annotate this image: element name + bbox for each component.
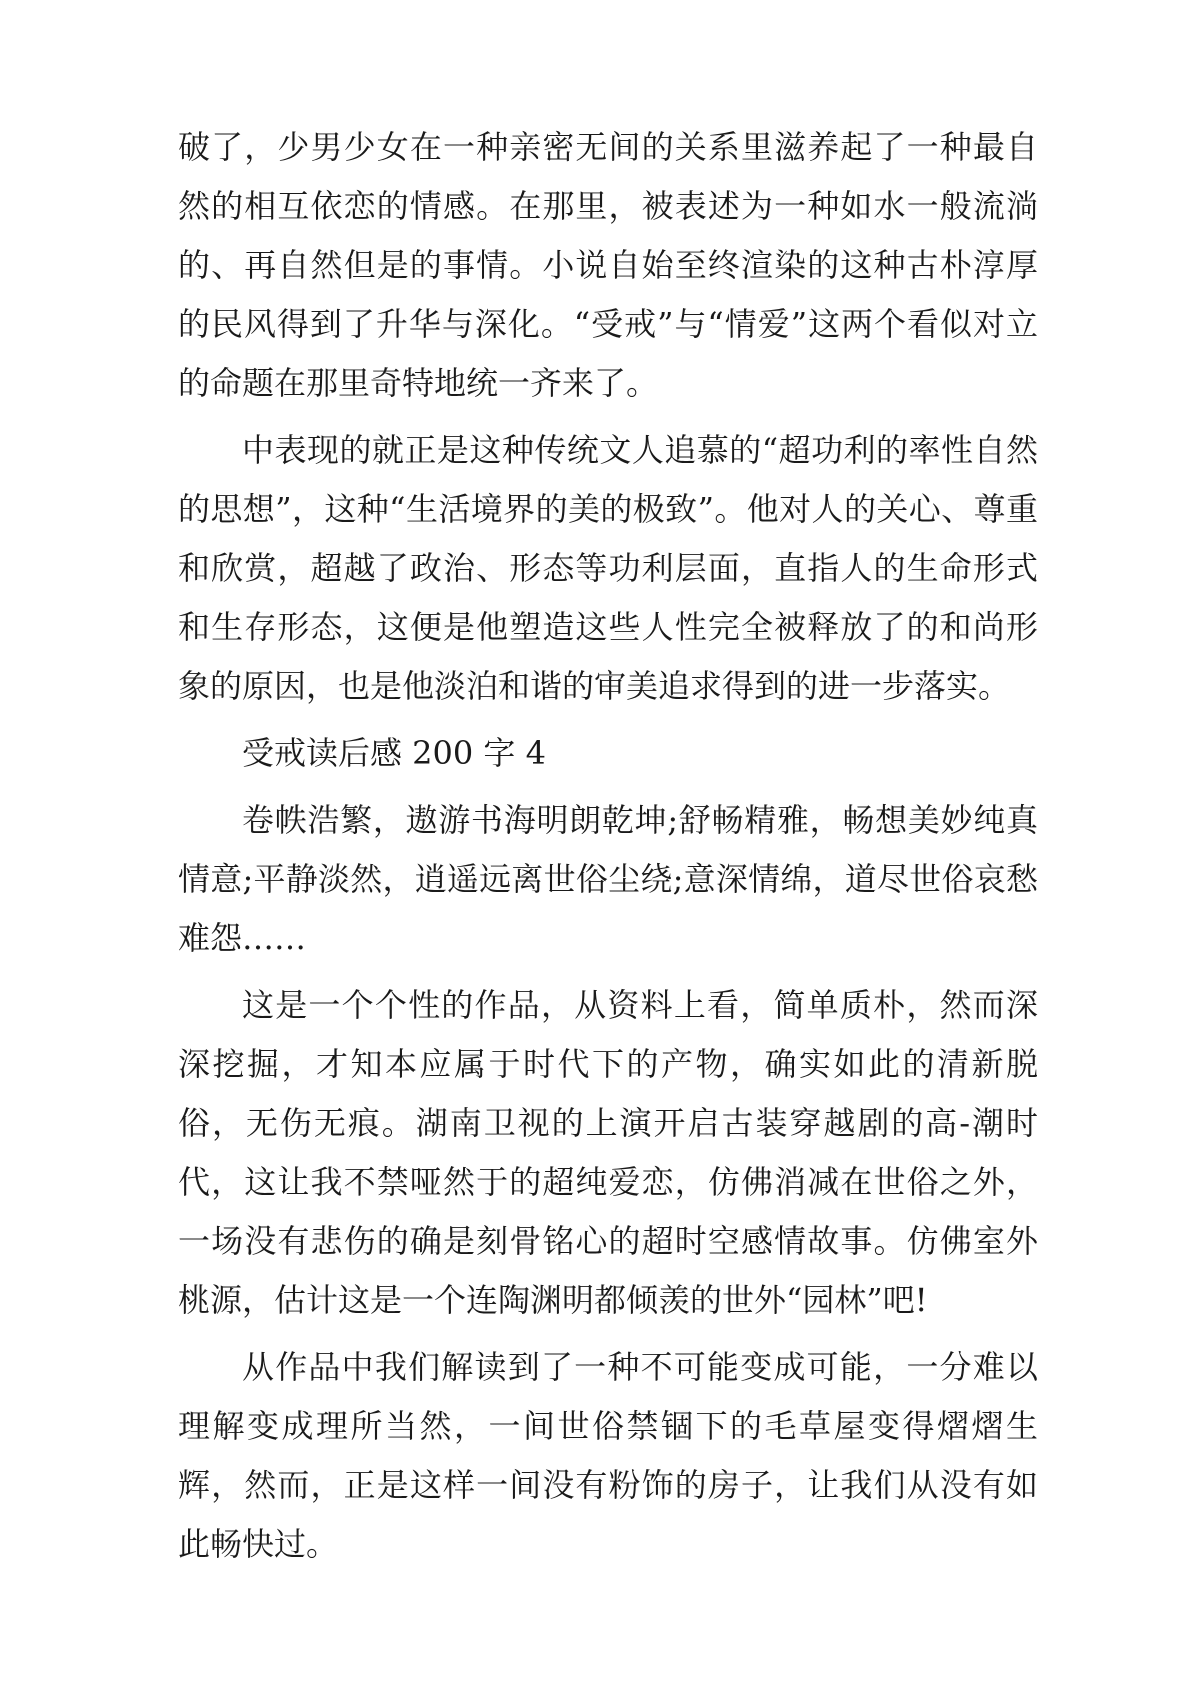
paragraph-1: 破了，少男少女在一种亲密无间的关系里滋养起了一种最自然的相互依恋的情感。在那里，被表述为一种如水一般流淌的、再自然但是的事情。小说自始至终渲染的这种古朴淳厚的民风得到了升华与深化。“受戒”与“情爱”这两个看似对立的命题在那里奇特地统一齐来了。 xyxy=(178,128,1038,402)
paragraph-4: 这是一个个性的作品，从资料上看，简单质朴，然而深深挖掘，才知本应属于时代下的产物，确实如此的清新脱俗，无伤无痕。湖南卫视的上演开启古装穿越剧的高-潮时代，这让我不禁哑然于的超纯爱恋，仿佛消减在世俗之外，一场没有悲伤的确是刻骨铭心的超时空感情故事。仿佛室外桃源，估计这是一个连陶渊明都倾羡的世外“园林”吧! xyxy=(178,986,1038,1319)
section-heading: 受戒读后感 200 字 4 xyxy=(242,734,546,772)
paragraph-2: 中表现的就正是这种传统文人追慕的“超功利的率性自然的思想”，这种“生活境界的美的极致”。他对人的关心、尊重和欣赏，超越了政治、形态等功利层面，直指人的生命形式和生存形态，这便是他塑造这些人性完全被释放了的和尚形象的原因，也是他淡泊和谐的审美追求得到的进一步落实。 xyxy=(178,431,1038,705)
paragraph-5: 从作品中我们解读到了一种不可能变成可能，一分难以理解变成理所当然，一间世俗禁锢下的毛草屋变得熠熠生辉，然而，正是这样一间没有粉饰的房子，让我们从没有如此畅快过。 xyxy=(178,1348,1038,1563)
paragraph-3: 卷帙浩繁，遨游书海明朗乾坤;舒畅精雅，畅想美妙纯真情意;平静淡然，逍遥远离世俗尘绕;意深情绵，道尽世俗哀愁难怨…… xyxy=(178,801,1038,957)
document-body xyxy=(178,118,1038,1582)
